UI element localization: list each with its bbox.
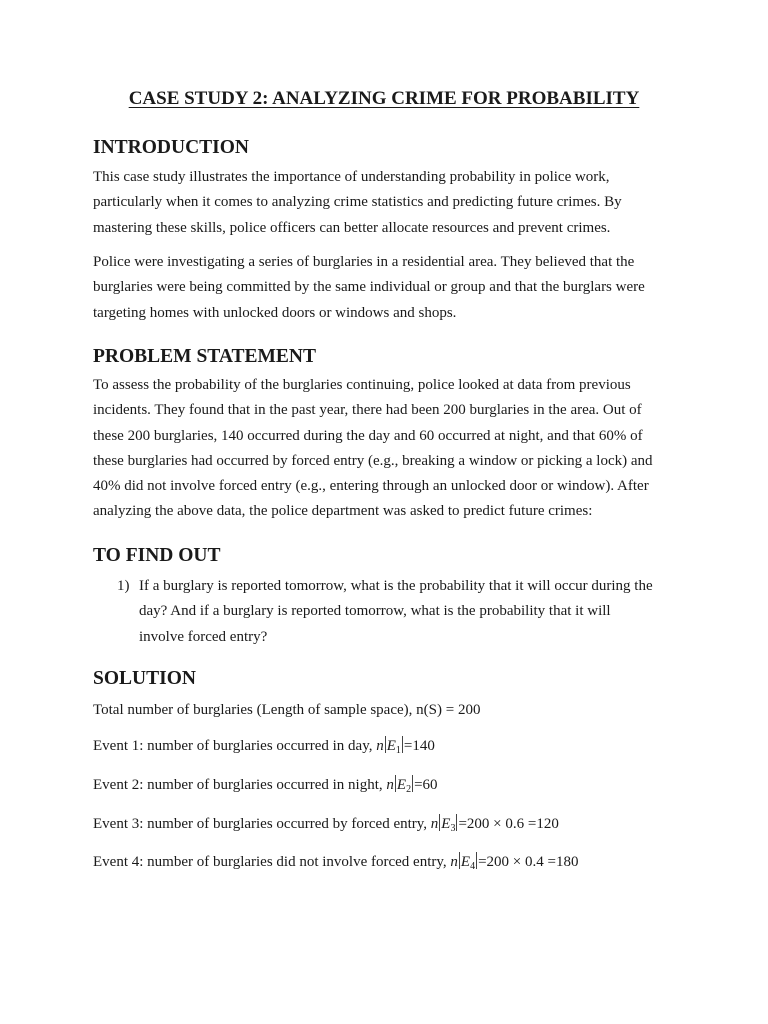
text-line: mastering these skills, police officers can better allocate resources and prevent crimes. xyxy=(93,219,611,236)
to-find-out-heading: TO FIND OUT xyxy=(93,545,221,566)
introduction-paragraph-1 xyxy=(93,165,683,241)
event-label: Event 3: number of burglaries occurred by forced entry, xyxy=(93,816,428,832)
event-label: Event 2: number of burglaries occurred in night, xyxy=(93,777,383,793)
text-line: To assess the probability of the burglaries continuing, police looked at data from previous xyxy=(93,377,631,393)
text-line: 40% did not involve forced entry (e.g., entering through an unlocked door or window). After xyxy=(93,478,649,495)
text-line: Police were investigating a series of burglaries in a residential area. They believed that the xyxy=(93,254,635,270)
event-1-line xyxy=(93,736,435,761)
text-line: burglaries were being committed by the same individual or group and that the burglars were xyxy=(93,279,645,296)
sample-space-line: Total number of burglaries (Length of sample space), n(S) = 200 xyxy=(93,702,481,718)
text-line: particularly when it comes to analyzing crime statistics and predicting future crimes. By xyxy=(93,194,622,211)
text-line: involve forced entry? xyxy=(139,628,268,645)
text-line: If a burglary is reported tomorrow, what is the probability that it will occur during the xyxy=(139,578,653,594)
text-line: these 200 burglaries, 140 occurred during the day and 60 occurred at night, and that 60% of xyxy=(93,427,643,444)
introduction-paragraph-2 xyxy=(93,250,683,326)
event-equation: n $E_1 =140$ xyxy=(376,738,435,756)
event-equation: n $E_3 =200 \times 0.6 =120$ xyxy=(430,816,559,834)
event-equation: n $E_4 =200 \times 0.4 =180$ xyxy=(450,854,579,872)
event-4-line xyxy=(93,852,578,877)
text-line: This case study illustrates the importance of understanding probability in police work, xyxy=(93,169,610,185)
problem-statement-heading: PROBLEM STATEMENT xyxy=(93,346,317,367)
event-label: Event 1: number of burglaries occurred in day, xyxy=(93,738,373,754)
event-label: Event 4: number of burglaries did not involve forced entry, xyxy=(93,854,447,870)
text-line: these burglaries had occurred by forced entry (e.g., breaking a window or picking a lock) and xyxy=(93,452,653,469)
list-item-text xyxy=(139,574,684,650)
event-2-line xyxy=(93,775,438,800)
list-item-number: 1) xyxy=(117,578,130,594)
event-equation: n $E_2 =60$ xyxy=(386,777,438,795)
event-3-line xyxy=(93,814,559,839)
text-line: analyzing the above data, the police department was asked to predict future crimes: xyxy=(93,503,593,520)
solution-heading: SOLUTION xyxy=(93,668,196,689)
text-line: incidents. They found that in the past year, there had been 200 burglaries in the area. Out of xyxy=(93,402,642,419)
document-title: CASE STUDY 2: ANALYZING CRIME FOR PROBABILITY xyxy=(128,88,640,109)
introduction-heading: INTRODUCTION xyxy=(93,137,250,158)
text-line: targeting homes with unlocked doors or windows and shops. xyxy=(93,304,457,321)
text-line: day? And if a burglary is reported tomorrow, what is the probability that it will xyxy=(139,603,611,620)
problem-statement-paragraph xyxy=(93,373,683,525)
